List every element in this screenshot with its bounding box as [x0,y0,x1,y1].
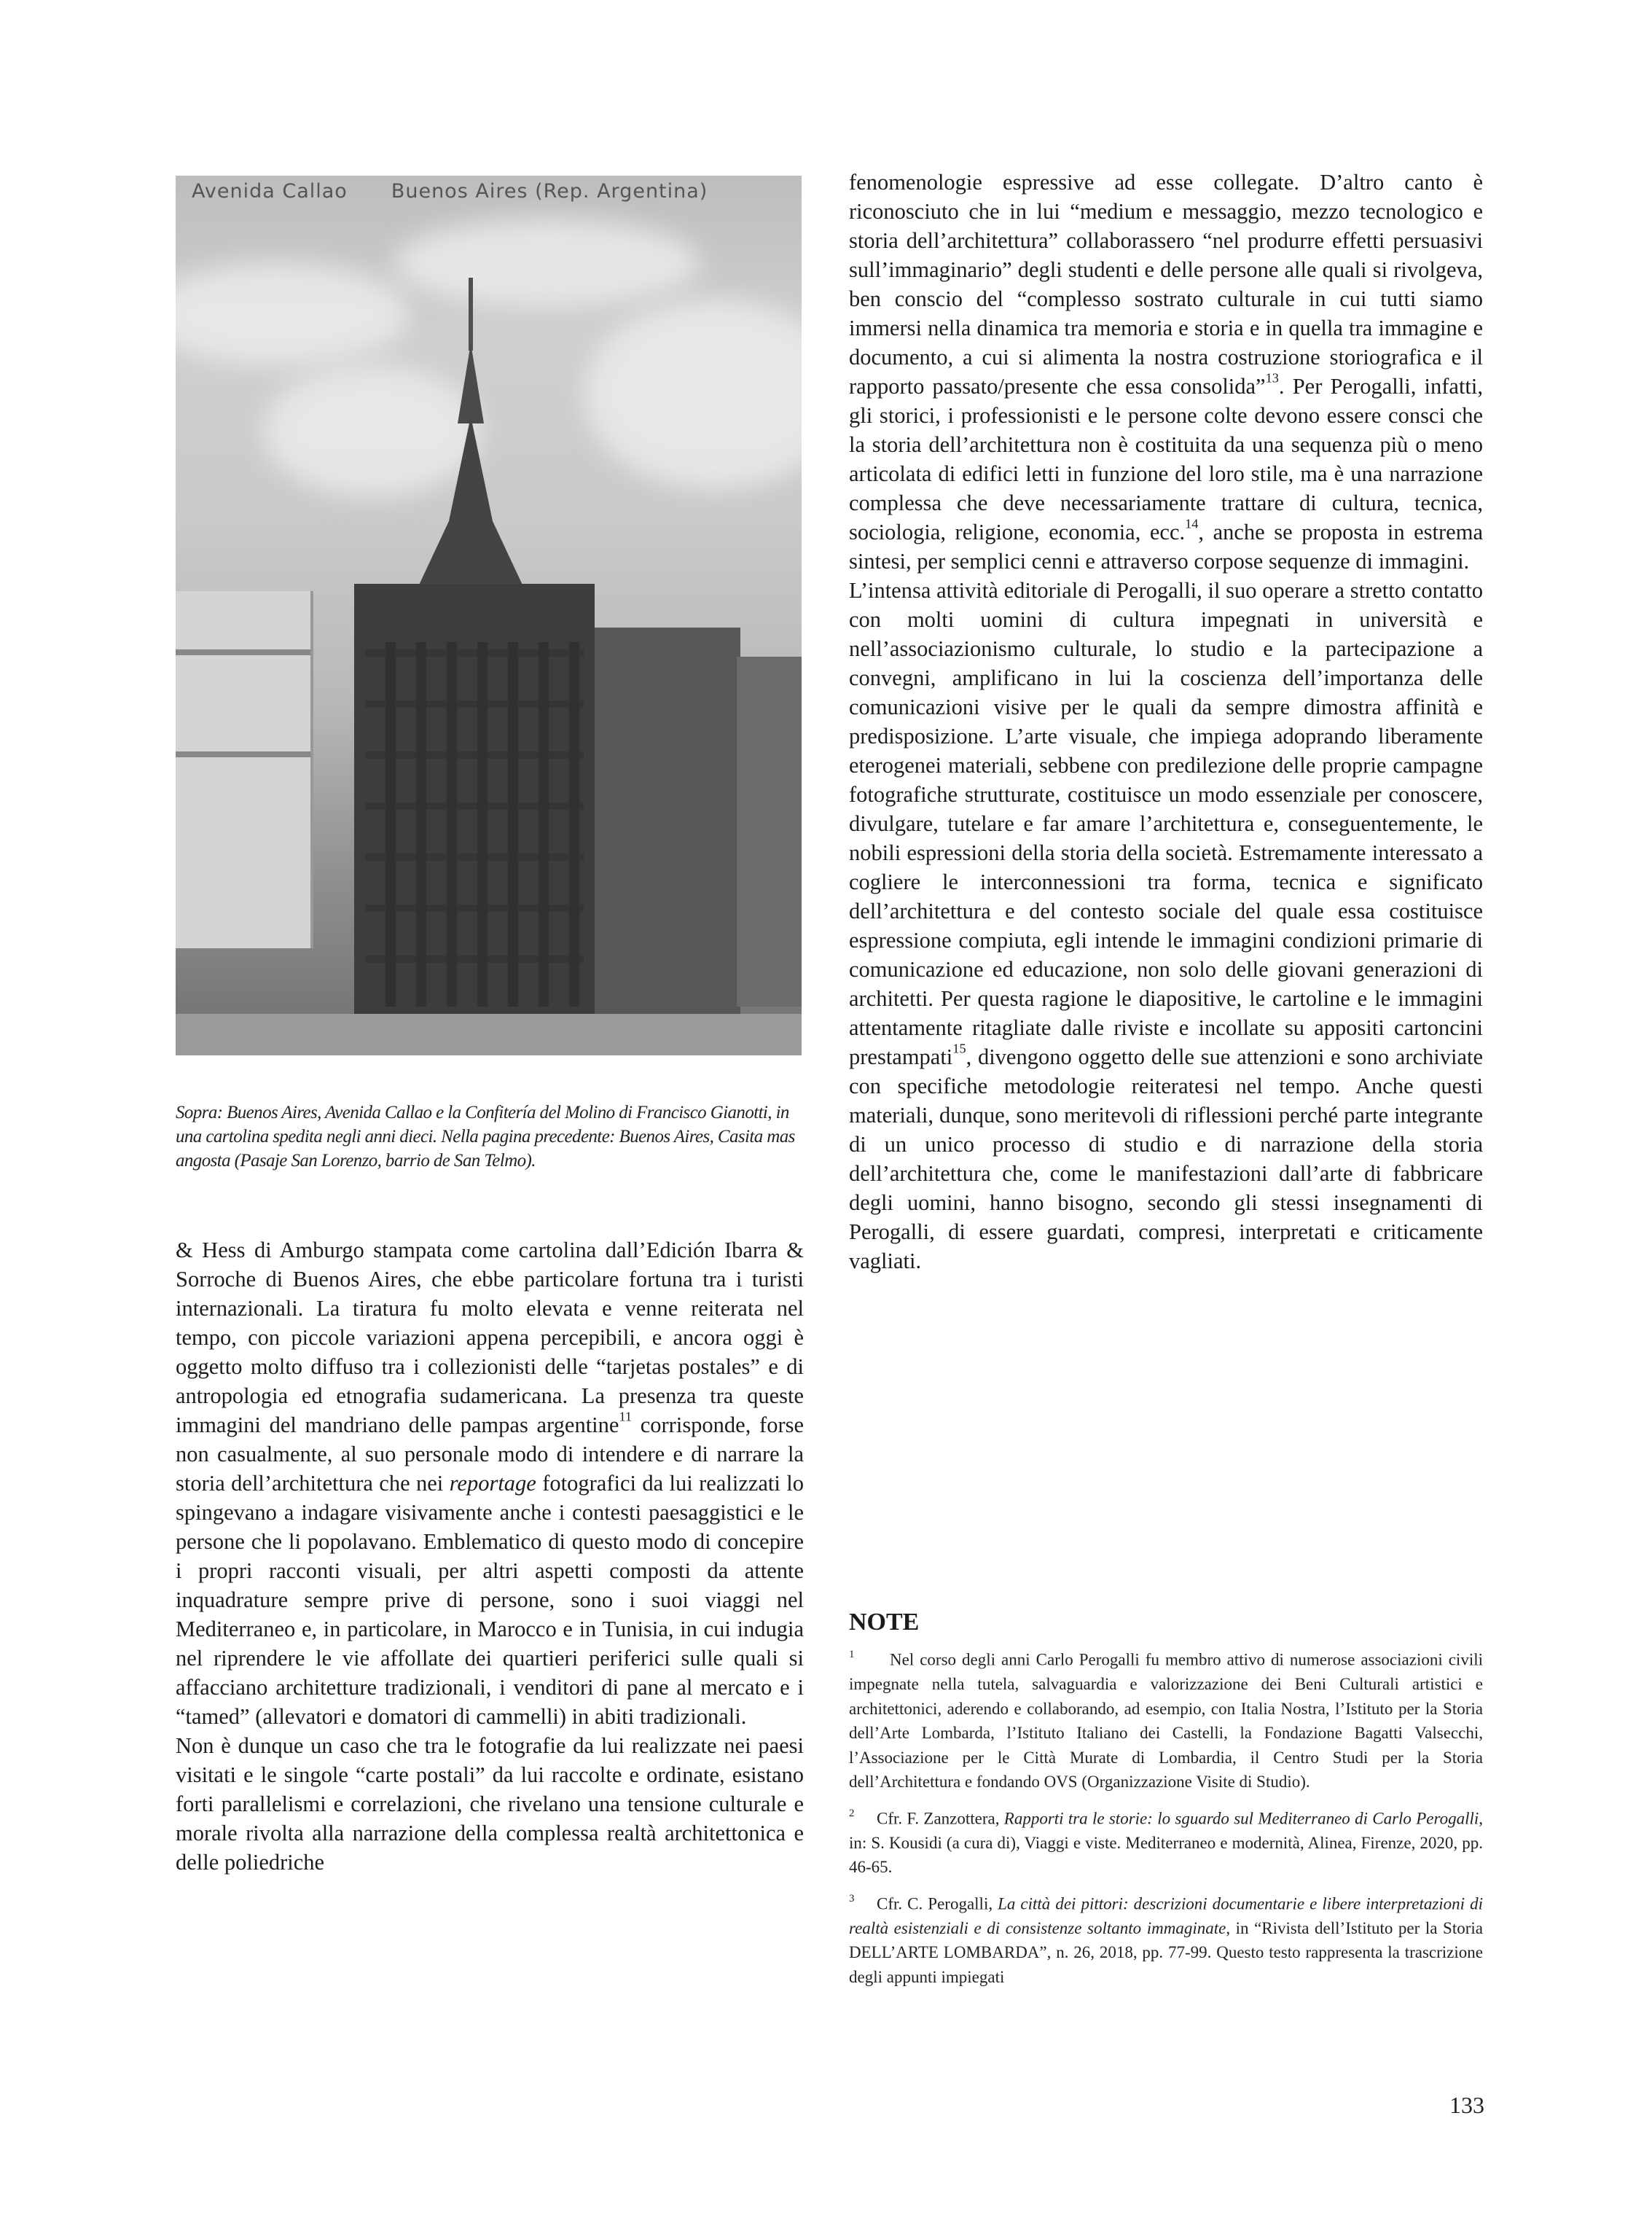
postcard-photo [176,176,802,1055]
building-right [595,628,740,1021]
text-run: corrisponde, forse non casualmente, al suo personale modo di intendere e di narrare la storia dell’architettura che nei [176,1413,805,1496]
text-run: , in “Rivista dell’Istituto per la Storia DELL’ARTE LOMBARDA”, n. 26, 2018, pp. 77-99. Questo testo rappresenta la trascrizione degli appunti impiegati [849,1918,1483,1986]
cloud-shape [176,263,409,365]
notes-section [849,1608,1483,1996]
italic-text: reportage [449,1471,536,1496]
text-run: Cfr. C. Perogalli, [877,1894,998,1913]
footnote [849,1643,1483,1794]
left-column [176,1235,804,1877]
body-paragraph [849,168,1483,576]
footnote-ref: 11 [619,1409,633,1424]
footnote-ref: 14 [1185,516,1199,531]
cloud-shape [584,300,802,489]
notes-heading: NOTE [849,1609,920,1636]
cloud-shape [263,365,482,496]
text-run: , anche se proposta in estrema sintesi, per semplici cenni e attraverso corpose sequenze di immagini. [849,520,1483,574]
footnote-number: 3 [849,1892,855,1905]
footnote-number: 2 [849,1807,855,1819]
photo-overlay-street: Avenida Callao [192,180,348,203]
street [176,1014,802,1055]
figure-caption: Sopra: Buenos Aires, Avenida Callao e la Confitería del Molino di Francisco Gianotti, in una cartolina spedita negli anni dieci. Nella pagina precedente: Buenos Aires, Casita mas angosta (Pasaje San Lorenzo, barrio de San Telmo). [176,1103,795,1171]
italic-text: Rapporti tra le storie: lo sguardo sul Mediterraneo di Carlo Perogalli [1003,1809,1479,1827]
text-run: fenomenologie espressive ad esse collegate. D’altro canto è riconosciuto che in lui “medium e messaggio, mezzo tecnologico e storia dell’architettura” collaborassero “nel produrre effetti persuasivi sull’immaginario” degli studenti e delle persone alle quali si rivolgeva, ben conscio del “complesso sostrato culturale in cui tutti siamo immersi nella dinamica tra memoria e storia e in quella tra immagine e documento, a cui si alimenta la nostra costruzione storiografica e il rapporto passato/presente che essa consolida” [849,170,1483,399]
notes-list [849,1643,1483,1989]
building-left [176,591,313,948]
building-far [737,657,802,1007]
footnote-ref: 15 [952,1041,966,1056]
text-run: Nel corso degli anni Carlo Perogalli fu membro attivo di numerose associazioni civili impegnate nella tutela, salvaguardia e valorizzazione dei Beni Culturali artistici e architettonici, aderendo e collaborando, ad esempio, con Italia Nostra, l’Istituto per la Storia dell’Arte Lombarda, l’Istituto Italiano dei Castelli, la Fondazione Bagatti Valsecchi, l’Associazione per le Città Murate di Lombardia, il Centro Studi per la Storia dell’Architettura e fondando OVS (Organizzazione Visite di Studio). [849,1650,1483,1791]
footnote-number: 1 [849,1649,855,1660]
text-run: fotografici da lui realizzati lo spingevano a indagare visivamente anche i contesti paesaggistici e le persone che li popolavano. Emblematico di questo modo di concepire i propri racconti visuali, per altri aspetti composti da attente inquadrature sempre prive di persone, sono i suoi viaggi nel Mediterraneo e, in particolare, in Marocco e in Tunisia, in cui indugia nel riprendere le vie affollate dei quartieri periferici sulle quali si affacciano architetture tradizionali, i venditori di pane al mercato e i “tamed” (allevatori e domatori di cammelli) in abiti tradizionali. [176,1471,804,1729]
text-run: . Per Perogalli, infatti, gli storici, i professionisti e le persone colte devono essere consci che la storia dell’architettura non è costituita da una sequenza più o meno articolata di edifici letti in funzione del loro stile, ma è una narrazione complessa che deve necessariamente trattare di cultura, tecnica, sociologia, religione, economia, ecc. [849,374,1484,544]
body-paragraph [176,1731,804,1877]
footnote-ref: 13 [1265,370,1279,386]
page-number: 133 [1449,2092,1484,2118]
photo-overlay-title [192,180,787,203]
text-run: & Hess di Amburgo stampata come cartolina dall’Edición Ibarra & Sorroche di Buenos Aires, che ebbe particolare fortuna tra i turisti internazionali. La tiratura fu molto elevata e venne reiterata nel tempo, con piccole variazioni appena percepibili, e ancora oggi è oggetto molto diffuso tra i collezionisti delle “tarjetas postales” e di antropologia ed etnografia sudamericana. La presenza tra queste immagini del mandriano delle pampas argentine [176,1238,804,1437]
text-run: , divengono oggetto delle sue attenzioni e sono archiviate con specifiche metodologie reiteratesi nel tempo. Anche questi materiali, dunque, sono meritevoli di riflessioni perché parte integrante di un unico processo di studio e di narrazione della storia dell’architettura che, come le manifestazioni dall’arte di fabbricare degli uomini, hanno bisogno, secondo gli stessi insegnamenti di Perogalli, di essere guardati, compresi, interpretati e criticamente vagliati. [849,1044,1483,1273]
body-paragraph [849,576,1483,1276]
body-paragraph [176,1235,804,1731]
footnote [849,1802,1483,1880]
tower-spire [469,278,473,351]
right-column [849,168,1483,1276]
footnote [849,1887,1483,1990]
italic-text: La città dei pittori: descrizioni documentarie e libere interpretazioni di realtà esistenziali e di consistenze soltanto immaginate [849,1894,1483,1937]
text-run: , in: S. Kousidi (a cura di), Viaggi e viste. Mediterraneo e modernità, Alinea, Firenze, 2020, pp. 46-65. [849,1809,1483,1876]
building-windows [365,642,584,1007]
cloud-shape [394,219,700,307]
text-run: Cfr. F. Zanzottera, [877,1809,1004,1827]
photo-overlay-city: Buenos Aires (Rep. Argentina) [391,180,708,203]
text-run: L’intensa attività editoriale di Perogalli, il suo operare a stretto contatto con molti uomini di cultura impegnati in università e nell’associazionismo culturale, lo studio e la partecipazione a convegni, amplificano in lui la coscienza dell’importanza delle comunicazioni visive per le quali da sempre dimostra affinità e predisposizione. L’arte visuale, che impiega adoprando liberamente eterogenei materiali, sebbene con predilezione delle proprie campagne fotografiche strutturate, costituisce un modo essenziale per conoscere, divulgare, tutelare e far amare l’architettura e, conseguentemente, le nobili espressioni della storia della società. Estremamente interessato a cogliere le interconnessioni tra forma, tecnica e significato dell’architettura e del contesto sociale del quale essa costituisce espressione compiuta, egli intende le immagini condizioni primarie di comunicazione ed educazione, non solo delle giovani generazioni di architetti. Per questa ragione le diapositive, le cartoline e le immagini attentamente ritagliate dalle riviste e incollate su appositi cartoncini prestampati [849,578,1483,1069]
text-run: Non è dunque un caso che tra le fotografie da lui realizzate nei paesi visitati e le singole “carte postali” da lui raccolte e ordinate, esistano forti parallelismi e correlazioni, che rivelano una tensione culturale e morale rivolta alla narrazione della complessa realtà architettonica e delle poliedriche [176,1733,804,1875]
